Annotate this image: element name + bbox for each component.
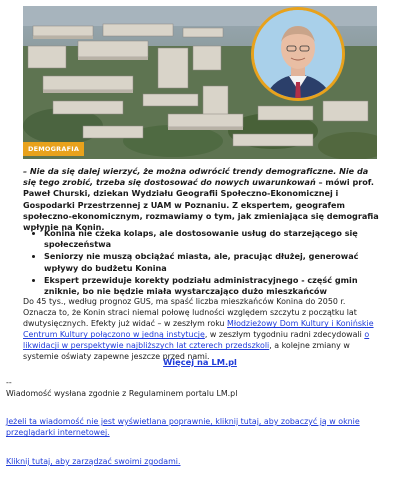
key-point: • Konina nie czeka kolaps, ale dostosowanie usług do starzejącego się społeczeństwa bbox=[44, 228, 390, 250]
read-more-container bbox=[0, 357, 400, 367]
manage-consents-container bbox=[6, 456, 394, 467]
key-point: • Ekspert przewiduje korekty podziału administracyjnego - część gmin zniknie, bo nie będzie miała wystarczająco dużo mieszkańców bbox=[44, 275, 390, 297]
mdk-merger-link[interactable]: Młodzieżowy Dom Kultury i Konińskie Centrum Kultury połączono w jedną instytucję bbox=[23, 319, 374, 340]
body-text: , w zeszłym tygodniu radni zdecydowali bbox=[204, 330, 365, 340]
aerial-city-photo bbox=[23, 6, 377, 159]
signature-line: Wiadomość wysłana zgodnie z Regulaminem portalu LM.pl bbox=[6, 389, 238, 398]
body-text: , a kolejne zmiany w systemie oświaty zapewne jeszcze przed nami. bbox=[23, 341, 350, 362]
lead-quote: – Nie da się dalej wierzyć, że można odwrócić trendy demograficzne. Nie da się tego zrobić, trzeba się dostosować do nowych uwarunkowań bbox=[23, 166, 369, 188]
article-body bbox=[23, 296, 381, 363]
view-in-browser-link[interactable]: Jeżeli ta wiadomość nie jest wyświetlana poprawnie, kliknij tutaj, aby zobaczyć ją w oknie przeglądarki internetowej. bbox=[6, 417, 360, 438]
read-more-link[interactable]: Więcej na LM.pl bbox=[163, 357, 237, 367]
category-tag: DEMOGRAFIA bbox=[23, 142, 84, 156]
signature-dashes: -- bbox=[6, 378, 12, 387]
body-text: Do 45 tys., według prognoz GUS, ma spaść liczba mieszkańców Konina do 2050 r. Oznacza to, że Konin straci niemal połowę ludności względem szczytu z początku lat dwutysięcznych. Efekty już widać – w zeszłym roku bbox=[23, 297, 357, 329]
kindergarten-closure-link[interactable]: o likwidacji w perspektywie najbliższych lat czterech przedszkoli bbox=[23, 330, 370, 351]
article-hero-image[interactable] bbox=[23, 6, 377, 159]
lead-rest: – mówi prof. Paweł Churski, dziekan Wydziału Geografii Społeczno-Ekonomicznej i Gospodarki Przestrzennej z UAM w Poznaniu. Z ekspertem, geografem społeczno-ekonomicznym, rozmawiamy o tym, jak zmieniająca się demografia wpłynie na Konin. bbox=[23, 177, 379, 233]
key-point: • Seniorzy nie muszą obciążać miasta, ale, pracując dłużej, generować wpływy do budżetu Konina bbox=[44, 251, 390, 273]
article-lead bbox=[23, 166, 383, 233]
signature bbox=[6, 377, 396, 399]
browser-view-container bbox=[6, 416, 394, 438]
key-points-list bbox=[32, 228, 390, 298]
manage-consents-link[interactable]: Kliknij tutaj, aby zarządzać swoimi zgodami. bbox=[6, 457, 181, 466]
